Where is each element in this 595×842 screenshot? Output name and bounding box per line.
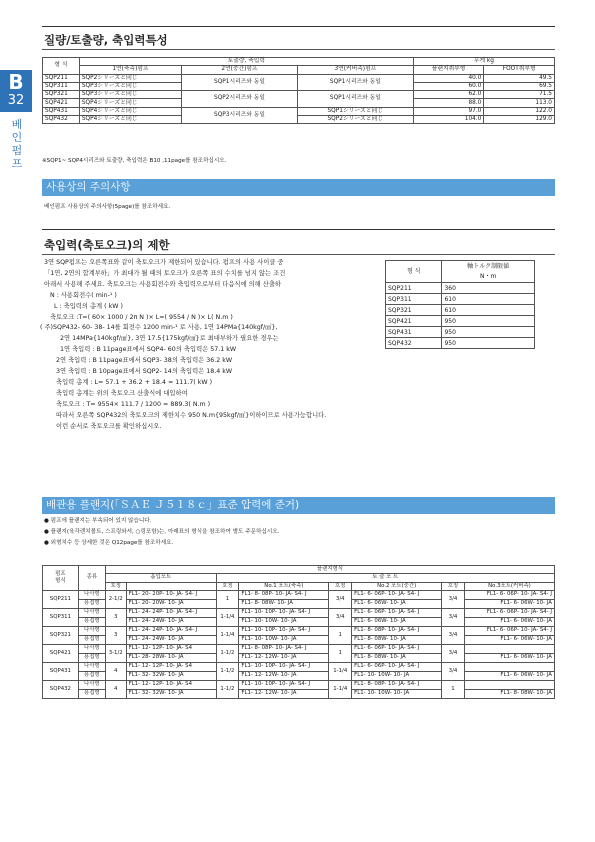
table-row — [43, 107, 555, 115]
cell-in-size: 3 — [105, 608, 126, 626]
cell-o2: FL1- 8- 08P- 10- JA- S4- J — [352, 626, 442, 635]
table-row — [43, 644, 555, 653]
cell-s3: 3/4 — [442, 608, 465, 626]
cell-in: FL1- 32- 32W- 10- JA — [126, 671, 216, 680]
cell-o2: FL1- 10- 10W- 10- JA — [352, 689, 442, 698]
cell-in-size: 3-1/2 — [105, 644, 126, 662]
cell-s1: 1-1/2 — [216, 680, 239, 698]
cell: 122.0 — [484, 107, 555, 115]
cell: 610 — [442, 294, 535, 305]
cell-s3: 3/4 — [442, 662, 465, 680]
section3-rule — [42, 254, 555, 255]
cell: SQP1シリーズと同じ — [297, 107, 413, 115]
cell: SQP3시리즈와 동일 — [182, 107, 298, 124]
cell: SQP431 — [43, 107, 80, 115]
text-line: L : 축입력의 총계 ( kW ) — [54, 302, 123, 310]
cell-s1: 1-1/4 — [216, 626, 239, 644]
cell-o1: FL1- 10- 10P- 10- JA- S4- J — [239, 680, 329, 689]
top-rule — [42, 26, 555, 27]
section1-rule — [42, 49, 555, 50]
cell-in-size: 2-1/2 — [105, 590, 126, 608]
cell: SQP211 — [386, 283, 442, 294]
th-inlet: 흡입포트 — [105, 574, 216, 582]
weight-table — [42, 57, 555, 124]
cell-kind: 용접형 — [78, 617, 105, 626]
cell-in: FL1- 12- 12P- 10- JA- S4 — [126, 662, 216, 671]
cell-o3: FL1- 6- 06W- 10- JA — [464, 617, 554, 626]
th-outlet: 토 출 포 트 — [216, 574, 554, 582]
th-pump3: 3연(커버측)펌프 — [297, 66, 413, 74]
list-item: ● 플랜지(육각렌치볼트, 스프링와셔, ○링포함)는, 아래표의 형식을 참조하여 별도 주문하십시오. — [44, 529, 280, 535]
cell: SQP311 — [43, 82, 80, 90]
cell-model: SQP432 — [43, 680, 79, 698]
cell-o3 — [464, 680, 554, 689]
cell-in: FL1- 12- 12P- 10- JA- S4 — [126, 644, 216, 653]
list-item: ● 펌프에 플랜지는 부속되어 있지 않습니다. — [44, 518, 152, 524]
text-line: 3연 축입력 : B 10page표에서 SQP2- 14의 축입력은 18.4 kW — [56, 368, 233, 376]
cell-kind: 나사형 — [78, 626, 105, 635]
table-row — [43, 680, 555, 689]
table-row — [386, 294, 535, 305]
cell: SQP1시리즈와 동일 — [297, 91, 413, 108]
cell: SQP2シリーズと同じ — [297, 116, 413, 124]
cell-in: FL1- 20- 20P- 10- JA- S4- J — [126, 590, 216, 599]
cell-o3: FL1- 6- 06W- 10- JA — [464, 671, 554, 680]
cell-o2: FL1- 8- 08W- 10- JA — [352, 653, 442, 662]
cell: SQP421 — [43, 99, 80, 107]
text-line: 3연 SQP펌프는 오른쪽표와 같이 축토오크가 제한되어 있습니다. 펌프의 사용 사이클 중 — [44, 259, 284, 266]
cell: 950 — [442, 338, 535, 349]
cell: SQP1시리즈와 동일 — [297, 74, 413, 91]
cell-o3: FL1- 6- 06W- 10- JA — [464, 635, 554, 644]
cell: SQP3シリーズと同じ — [79, 82, 181, 90]
table-row — [43, 608, 555, 617]
cell-o3: FL1- 6- 06P- 10- JA- S4- J — [464, 608, 554, 617]
cell: SQP3シリーズと同じ — [79, 91, 181, 99]
cell: SQP321 — [43, 91, 80, 99]
table-row — [386, 327, 535, 338]
table-row — [43, 116, 555, 124]
cell-in: FL1- 12- 12P- 10- JA- S4 — [126, 680, 216, 689]
table-row — [43, 662, 555, 671]
cell-s1: 1-1/2 — [216, 644, 239, 662]
table-row — [43, 91, 555, 99]
text-line: ( 주)SQP432- 60- 38- 14를 회전수 1200 min-¹ 로 사용, 1연 14PMa{140kgf/㎠}, — [40, 324, 278, 332]
cell-model: SQP321 — [43, 626, 79, 644]
cell-kind: 용접형 — [78, 689, 105, 698]
cell-in: FL1- 32- 32W- 10- JA — [126, 689, 216, 698]
th-type: 형 식 — [386, 261, 442, 283]
flange-table — [42, 565, 555, 699]
cell: 69.5 — [484, 82, 555, 90]
cell-o3: FL1- 6- 06W- 10- JA — [464, 599, 554, 608]
cell-in: FL1- 24- 24W- 10- JA — [126, 617, 216, 626]
cell-s2: 3/4 — [329, 608, 352, 626]
cell-o1: FL1- 12- 12W- 10- JA — [239, 689, 329, 698]
table-row — [386, 338, 535, 349]
th-no2: No.2 포트(중간) — [352, 582, 442, 590]
th-unit: N・m — [442, 272, 535, 283]
text-line: 축입력 총계 : L= 57.1 + 36.2 + 18.4 = 111.7( kW ) — [56, 378, 213, 386]
cell-in: FL1- 24- 24P- 10- JA- S4- J — [126, 608, 216, 617]
cell-o1: FL1- 10- 10W- 10- JA — [239, 635, 329, 644]
cell-s3: 3/4 — [442, 590, 465, 608]
text-line: 축입력 총계는 위의 축토오크 산출식에 대입하여 — [56, 389, 188, 397]
cell: 610 — [442, 305, 535, 316]
text-line: 1연 축입력 : B 11page표에서 SQP4- 60의 축입력은 57.1 kW — [60, 346, 237, 354]
text-line: 축토오크 : T= 9554× 111.7 / 1200 = 889.3( N.m ) — [56, 400, 211, 408]
cell-o2: FL1- 10- 10W- 10- JA — [352, 671, 442, 680]
cell-model: SQP431 — [43, 662, 79, 680]
th-size: 호칭 — [105, 582, 126, 590]
cell: SQP311 — [386, 294, 442, 305]
cell-o1: FL1- 8- 08P- 10- JA- S4- J — [239, 590, 329, 599]
chapter-letter: B — [8, 70, 24, 94]
cell: 40.0 — [413, 74, 484, 82]
th-type: 형 식 — [43, 58, 80, 75]
table-row — [43, 626, 555, 635]
cell-s1: 1-1/4 — [216, 608, 239, 626]
cell-in-size: 3 — [105, 626, 126, 644]
cell-kind: 용접형 — [78, 671, 105, 680]
th-weight: 무게 kg — [413, 58, 554, 66]
cell-o2: FL1- 6- 06P- 10- JA- S4- J — [352, 590, 442, 599]
text-line: N : 사용회전수( min-¹ ) — [50, 291, 117, 299]
cell-o1: FL1- 8- 08W- 10- JA — [239, 599, 329, 608]
cell-o2: FL1- 6- 06W- 10- JA — [352, 599, 442, 608]
cell-o1: FL1- 10- 10P- 10- JA- S4- J — [239, 626, 329, 635]
cell-o1: FL1- 10- 10P- 10- JA- S4- J — [239, 608, 329, 617]
th-pump1: 1연(축측)펌프 — [79, 66, 181, 74]
table-row — [386, 305, 535, 316]
cell: SQP432 — [386, 338, 442, 349]
cell-o3: FL1- 8- 08W- 10- JA — [464, 689, 554, 698]
section3-title: 축입력(축토오크)의 제한 — [44, 238, 170, 252]
th-size: 호칭 — [442, 582, 465, 590]
torque-limit-table — [385, 260, 535, 349]
cell: SQP4シリーズと同じ — [79, 116, 181, 124]
table-row — [43, 74, 555, 82]
cell: 129.0 — [484, 116, 555, 124]
cell-o2: FL1- 8- 08P- 10- JA- S4- J — [352, 680, 442, 689]
table-row — [43, 590, 555, 599]
th-limit: 軸トルク制限値 — [442, 261, 535, 272]
cell: 60.0 — [413, 82, 484, 90]
cell: SQP321 — [386, 305, 442, 316]
text-line: 2연 14MPa{140kgf/㎠}, 3연 17.5{175kgf/㎠}로 최대부하가 필요한 경우는 — [60, 335, 279, 343]
section2-text: 베인펌프 사용상의 주의사항(5page)를 참조하세요. — [44, 204, 171, 210]
cell-o1: FL1- 10- 10W- 10- JA — [239, 617, 329, 626]
text-line: 축토오크 :T=( 60× 1000 / 2π N )× L=( 9554 / N )× L( N.m ) — [50, 313, 233, 321]
cell: SQP2시리즈와 동일 — [182, 91, 298, 108]
cell-kind: 용접형 — [78, 653, 105, 662]
cell-s2: 1 — [329, 626, 352, 644]
bullet-list — [44, 516, 279, 549]
cell-o1: FL1- 12- 12W- 10- JA — [239, 653, 329, 662]
cell-o3: FL1- 6- 06P- 10- JA- S4- J — [464, 626, 554, 635]
cell: SQP431 — [386, 327, 442, 338]
cell: 950 — [442, 316, 535, 327]
cell-kind: 나사형 — [78, 680, 105, 689]
cell-o1: FL1- 8- 08P- 10- JA- S4- J — [239, 644, 329, 653]
cell-in: FL1- 24- 24W- 10- JA — [126, 635, 216, 644]
cell-kind: 나사형 — [78, 662, 105, 671]
cell-o3 — [464, 662, 554, 671]
cell-s1: 1 — [216, 590, 239, 608]
th-kind: 종류 — [78, 566, 105, 591]
th-pump2: 2연(중간)펌프 — [182, 66, 298, 74]
page-number: 32 — [7, 93, 25, 108]
cell-in: FL1- 20- 20W- 10- JA — [126, 599, 216, 608]
th-size: 호칭 — [329, 582, 352, 590]
cell-model: SQP211 — [43, 590, 79, 608]
section1-title: 질량/토출량, 축입력특성 — [44, 33, 168, 47]
cell-kind: 나사형 — [78, 608, 105, 617]
cell: SQP2シリーズと同じ — [79, 74, 181, 82]
cell-s3: 3/4 — [442, 644, 465, 662]
th-pump-model: 펌프 형식 — [43, 566, 79, 591]
cell: SQP421 — [386, 316, 442, 327]
cell: SQP1시리즈와 동일 — [182, 74, 298, 91]
table-row — [386, 316, 535, 327]
cell-o2: FL1- 6- 06P- 10- JA- S4- J — [352, 608, 442, 617]
cell-o2: FL1- 6- 06P- 10- JA- S4- J — [352, 644, 442, 653]
cell-o2: FL1- 6- 06W- 10- JA — [352, 617, 442, 626]
cell-s1: 1-1/2 — [216, 662, 239, 680]
cell-in: FL1- 24- 24P- 10- JA- S4- J — [126, 626, 216, 635]
cell-o3: FL1- 6- 06W- 10- JA — [464, 653, 554, 662]
cell-kind: 용접형 — [78, 635, 105, 644]
th-flange-type: 플랜지형식 — [105, 566, 554, 574]
cell-o2: FL1- 8- 08W- 10- JA — [352, 635, 442, 644]
text-line: 아래서 사용해 주세요. 축토오크는 사용회전수와 축입력으로부터 다음식에 의해 산출하 — [44, 280, 281, 288]
cell-in: FL1- 28- 28W- 10- JA — [126, 653, 216, 662]
cell: 71.5 — [484, 91, 555, 99]
cell: SQP211 — [43, 74, 80, 82]
cell: 950 — [442, 327, 535, 338]
cell-o2: FL1- 6- 06P- 10- JA- S4- J — [352, 662, 442, 671]
cell-in-size: 4 — [105, 662, 126, 680]
text-line: 이런 순서로 축토오크를 확인하십시오. — [56, 422, 162, 430]
th-size: 호칭 — [216, 582, 239, 590]
th-no1: No.1 포트(축측) — [239, 582, 329, 590]
cell-o3: FL1- 6- 06P- 10- JA- S4- J — [464, 590, 554, 599]
cell-o3 — [464, 644, 554, 653]
cell-s3: 3/4 — [442, 626, 465, 644]
section4-title: 배관용 플랜지(「ＳＡＥ Ｊ５１８ｃ」표준 압력에 준거) — [42, 497, 555, 514]
cell: 97.0 — [413, 107, 484, 115]
cell-o1: FL1- 12- 12W- 10- JA — [239, 671, 329, 680]
cell-o1: FL1- 10- 10P- 10- JA- S4- J — [239, 662, 329, 671]
th-flange: 플랜지취부형 — [413, 66, 484, 74]
cell: 113.0 — [484, 99, 555, 107]
th-blank — [126, 582, 216, 590]
cell: 88.0 — [413, 99, 484, 107]
section1-note: ※SQP1~ SQP4시리즈와 토출량, 축입력은 B10 ,11page를 참조하십시오. — [42, 158, 227, 164]
cell-s2: 1 — [329, 644, 352, 662]
list-item: ● 외형치수 등 상세한 것은 Q12page를 참조하세요. — [44, 540, 174, 546]
torque-paragraph — [40, 258, 327, 433]
text-line: 2연 축입력 : B 11page표에서 SQP3- 38의 축입력은 36.2 kW — [56, 357, 233, 365]
cell-in-size: 4 — [105, 680, 126, 698]
cell-s2: 3/4 — [329, 590, 352, 608]
cell-kind: 나사형 — [78, 644, 105, 653]
th-foot: FOOT취부형 — [484, 66, 555, 74]
th-group: 토출량, 축입력 — [79, 58, 413, 66]
cell-kind: 나사형 — [78, 590, 105, 599]
cell-s2: 1-1/4 — [329, 662, 352, 680]
cell-s3: 1 — [442, 680, 465, 698]
text-line: 「1연, 2연의 합계부하」가 최대가 될 때의 토오크가 오른쪽 표의 수치를 넘지 않는 조건 — [44, 269, 286, 277]
cell-model: SQP311 — [43, 608, 79, 626]
cell: 62.0 — [413, 91, 484, 99]
cell: SQP4シリーズと同じ — [79, 99, 181, 107]
cell: 360 — [442, 283, 535, 294]
cell: 49.5 — [484, 74, 555, 82]
text-line: 따라서 오른쪽 SQP432의 축토오크의 제한치수 950 N.m{95kgf/㎡}이하이므로 사용가능합니다. — [56, 411, 327, 419]
th-no3: No.3포트(커버측) — [464, 582, 554, 590]
cell-kind: 용접형 — [78, 599, 105, 608]
section3-top-rule — [42, 229, 555, 230]
chapter-tab — [0, 70, 32, 112]
cell-s2: 1-1/4 — [329, 680, 352, 698]
cell: SQP4シリーズと同じ — [79, 107, 181, 115]
section2-title: 사용상의 주의사항 — [42, 179, 555, 196]
cell: 104.0 — [413, 116, 484, 124]
chapter-vertical-label: 베 인 펌 프 — [11, 118, 23, 170]
cell-model: SQP421 — [43, 644, 79, 662]
table-row — [386, 283, 535, 294]
cell: SQP432 — [43, 116, 80, 124]
